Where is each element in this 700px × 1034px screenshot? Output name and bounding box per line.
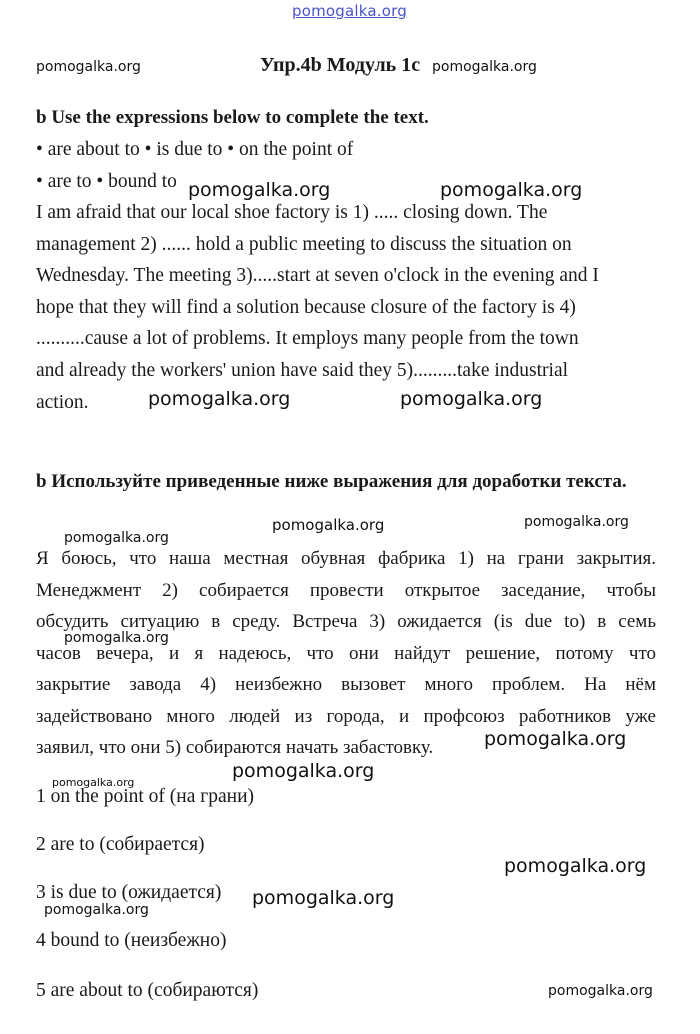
watermark: pomogalka.org xyxy=(432,59,537,75)
english-text-line: ..........cause a lot of problems. It employs many people from the town xyxy=(36,328,579,349)
english-text-line: and already the workers' union have said they 5).........take industrial xyxy=(36,360,569,381)
watermark: pomogalka.org xyxy=(400,388,543,410)
russian-text-line: часов вечера, и я надеюсь, что они найдут решение, потому что xyxy=(36,642,656,664)
watermark: pomogalka.org xyxy=(36,59,141,75)
russian-text-line: Менеджмент 2) собирается провести открытое заседание, чтобы xyxy=(36,579,656,601)
russian-text-line: заявил, что они 5) собираются начать забастовку. xyxy=(36,737,434,758)
page-title: Упр.4b Модуль 1с xyxy=(260,54,421,76)
watermark: pomogalka.org xyxy=(440,179,583,201)
russian-text-line: Я боюсь, что наша местная обувная фабрика 1) на грани закрытия. xyxy=(36,548,656,569)
answer-item: 5 are about to (собираются) xyxy=(36,980,259,1001)
watermark: pomogalka.org xyxy=(232,760,375,782)
english-text-line: action. xyxy=(36,392,89,413)
watermark: pomogalka.org xyxy=(272,516,385,534)
expressions-line-2: • are to • bound to xyxy=(36,171,177,192)
watermark: pomogalka.org xyxy=(504,855,647,877)
english-text-line: I am afraid that our local shoe factory is 1) ..... closing down. The xyxy=(36,202,548,223)
english-text-line: management 2) ...... hold a public meeting to discuss the situation on xyxy=(36,234,572,255)
watermark: pomogalka.org xyxy=(252,887,395,909)
russian-text-line: закрытие завода 4) неизбежно вызовет много проблем. На нём xyxy=(36,674,656,695)
answer-item: 3 is due to (ожидается) xyxy=(36,882,222,903)
watermark-top-link[interactable]: pomogalka.org xyxy=(292,2,407,20)
watermark: pomogalka.org xyxy=(188,179,331,201)
watermark: pomogalka.org xyxy=(64,530,169,546)
russian-instruction: b Используйте приведенные ниже выражения для доработки текста. xyxy=(36,471,627,492)
russian-text-line: задействовано много людей из города, и профсоюз работников уже xyxy=(36,705,656,727)
english-text-line: Wednesday. The meeting 3).....start at seven o'clock in the evening and I xyxy=(36,265,599,286)
watermark: pomogalka.org xyxy=(64,630,169,646)
expressions-line-1: • are about to • is due to • on the point of xyxy=(36,139,354,160)
watermark: pomogalka.org xyxy=(148,388,291,410)
watermark: pomogalka.org xyxy=(52,776,135,789)
english-text-line: hope that they will find a solution because closure of the factory is 4) xyxy=(36,297,576,318)
watermark: pomogalka.org xyxy=(524,514,629,530)
watermark: pomogalka.org xyxy=(484,728,627,750)
answer-item: 1 on the point of (на грани) xyxy=(36,786,255,807)
watermark: pomogalka.org xyxy=(44,902,149,918)
watermark: pomogalka.org xyxy=(548,983,653,999)
answer-item: 2 are to (собирается) xyxy=(36,834,205,855)
russian-text-line: обсудить ситуацию в среду. Встреча 3) ожидается (is due to) в семь xyxy=(36,611,656,632)
answer-item: 4 bound to (неизбежно) xyxy=(36,930,227,951)
english-instruction: b Use the expressions below to complete the text. xyxy=(36,107,429,128)
